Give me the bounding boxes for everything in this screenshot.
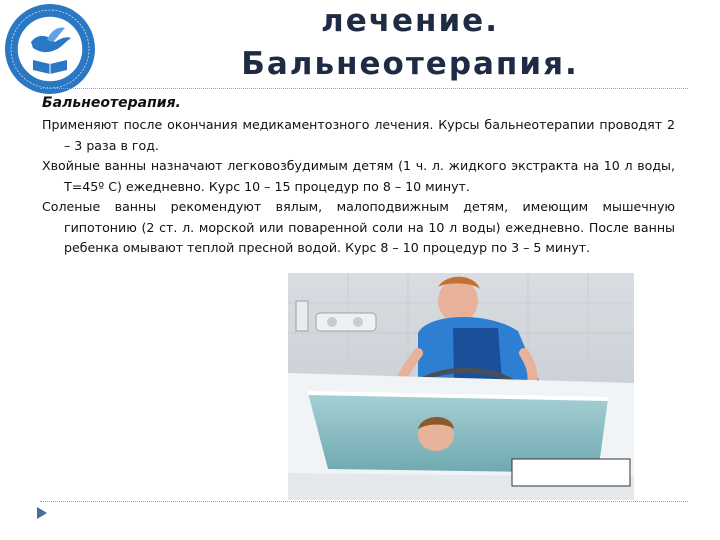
logo-seal-icon [3,2,97,96]
paragraph-pine-baths: Хвойные ванны назначают легковозбудимым детям (1 ч. л. жидкого экстракта на 10 л воды, Т=45º С) ежедневно. Курс 10 – 15 процедур по 8 – 10 минут. [42,158,675,194]
slide-title-line-1: лечение. [321,3,499,39]
bottom-divider [40,501,688,502]
bath-procedure-photo [288,273,634,500]
slide-body [42,93,675,259]
section-heading: Бальнеотерапия. [42,95,181,111]
slide-title [200,0,620,86]
paragraph-general: Применяют после окончания медикаментозного лечения. Курсы бальнеотерапии проводят 2 – 3 раза в год. [42,117,675,153]
slide-title-line-2: Бальнеотерапия. [241,46,579,82]
paragraph-salt-baths: Соленые ванны рекомендуют вялым, малоподвижным детям, имеющим мышечную гипотонию (2 ст. л. морской или поваренной соли на 10 л воды) ежедневно. После ванны ребенка омывают теплой пресной водой. Курс 8 – 10 процедур по 3 – 5 минут. [42,199,675,255]
play-arrow-icon[interactable] [34,505,50,521]
top-divider [40,88,688,89]
